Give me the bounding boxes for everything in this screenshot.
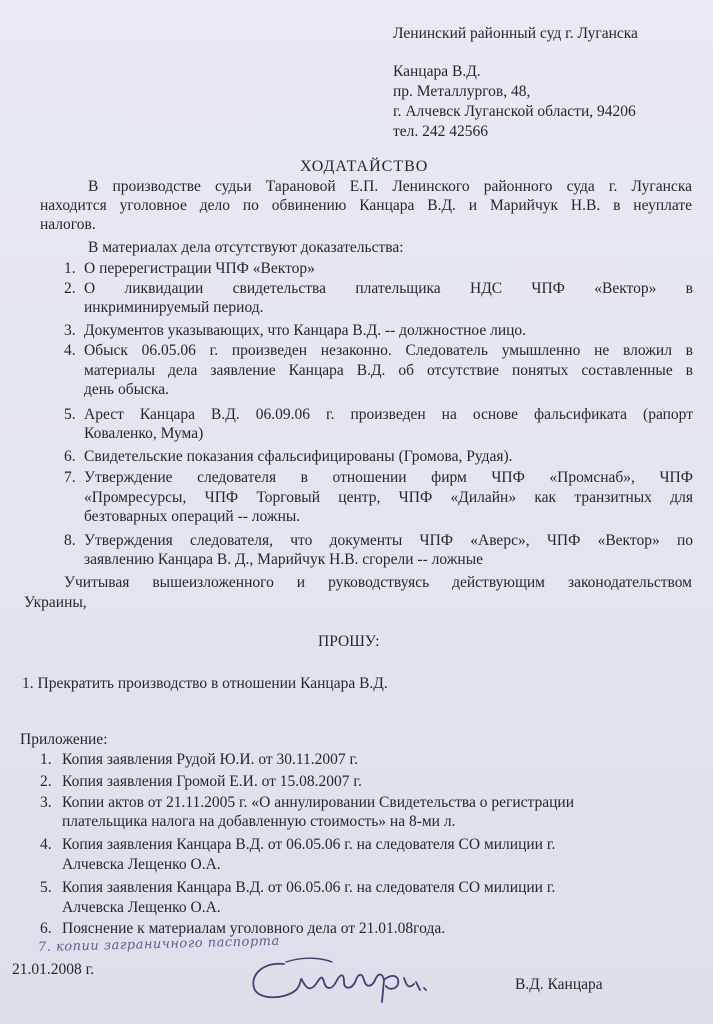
evidence-num: 1. bbox=[64, 260, 76, 277]
appendix-num: 5. bbox=[40, 879, 52, 896]
appendix-line: Алчевска Лещенко О.А. bbox=[62, 856, 221, 873]
evidence-line: заявлению Канцара В. Д., Марийчук Н.В. сгорели -- ложные bbox=[84, 551, 484, 568]
signature-stroke bbox=[253, 964, 426, 1002]
appendix-num: 1. bbox=[40, 751, 52, 768]
evidence-num: 7. bbox=[64, 469, 76, 486]
sender-street: пр. Металлургов, 48, bbox=[393, 83, 531, 100]
appendix-num: 4. bbox=[40, 836, 52, 853]
evidence-line: О перерегистрации ЧПФ «Вектор» bbox=[84, 260, 315, 277]
appendix-num: 3. bbox=[40, 794, 52, 811]
evidence-num: 8. bbox=[64, 532, 76, 549]
signature-image bbox=[244, 944, 444, 1014]
appendix-line: Копии актов от 21.11.2005 г. «О аннулировании Свидетельства о регистрации bbox=[62, 794, 574, 811]
intro-line-2: находится уголовное дело по обвинению Канцара В.Д. и Марийчук Н.В. в неуплате bbox=[40, 197, 692, 214]
document-date: 21.01.2008 г. bbox=[12, 961, 95, 978]
evidence-line: Арест Канцара В.Д. 06.09.06 г. произведен на основе фальсификата (рапорт bbox=[84, 406, 693, 423]
sender-phone: тел. 242 42566 bbox=[393, 123, 489, 140]
document-title: ХОДАТАЙСТВО bbox=[300, 158, 429, 175]
request-item: 1. Прекратить производство в отношении Канцара В.Д. bbox=[22, 675, 388, 692]
appendix-line: Алчевска Лещенко О.А. bbox=[62, 899, 221, 916]
intro-line-3: налогов. bbox=[40, 216, 96, 233]
sender-name: Канцара В.Д. bbox=[393, 63, 481, 80]
appendix-num: 6. bbox=[40, 920, 52, 937]
evidence-heading: В материалах дела отсутствуют доказательства: bbox=[88, 239, 404, 256]
court-name: Ленинский районный суд г. Луганска bbox=[393, 25, 638, 42]
evidence-num: 5. bbox=[64, 406, 76, 423]
evidence-line: «Промресурсы, ЧПФ Торговый центр, ЧПФ «Дилайн» как транзитных для bbox=[84, 489, 693, 506]
appendix-line: плательщика налога на добавленную стоимость» на 8-ми л. bbox=[62, 813, 456, 830]
evidence-line: материалы дела заявление Канцара В.Д. об отсутствие понятых составленные в bbox=[84, 362, 693, 379]
appendix-heading: Приложение: bbox=[20, 731, 108, 748]
appendix-line: Копия заявления Громой Е.И. от 15.08.2007 г. bbox=[62, 773, 362, 790]
evidence-num: 6. bbox=[64, 448, 76, 465]
considering-line-1: Учитывая вышеизложенного и руководствуясь действующим законодательством bbox=[64, 574, 692, 591]
intro-line-1: В производстве судьи Тарановой Е.П. Ленинского районного суда г. Луганска bbox=[88, 178, 692, 195]
appendix-line: Копия заявления Канцара В.Д. от 06.05.06 г. на следователя СО милиции г. bbox=[62, 836, 556, 853]
evidence-line: Утверждения следователя, что документы ЧПФ «Аверс», ЧПФ «Вектор» по bbox=[84, 532, 693, 549]
evidence-line: инкриминируемый период. bbox=[84, 299, 264, 316]
signature-stroke bbox=[286, 958, 332, 962]
signer-name: В.Д. Канцара bbox=[515, 976, 603, 993]
appendix-line: Копия заявления Рудой Ю.И. от 30.11.2007 г. bbox=[62, 751, 359, 768]
evidence-line: Свидетельские показания сфальсифицированы (Громова, Рудая). bbox=[84, 448, 513, 465]
evidence-line: Коваленко, Мума) bbox=[84, 425, 204, 442]
appendix-line: Пояснение к материалам уголовного дела от 21.01.08года. bbox=[62, 920, 446, 937]
sender-city: г. Алчевск Луганской области, 94206 bbox=[393, 103, 636, 120]
appendix-line: Копия заявления Канцара В.Д. от 06.05.06 г. на следователя СО милиции г. bbox=[62, 879, 556, 896]
evidence-line: Документов указывающих, что Канцара В.Д. -- должностное лицо. bbox=[84, 322, 527, 339]
evidence-num: 2. bbox=[64, 280, 76, 297]
request-heading: ПРОШУ: bbox=[318, 633, 380, 650]
evidence-num: 4. bbox=[64, 342, 76, 359]
evidence-line: Обыск 06.05.06 г. произведен незаконно. Следователь умышленно не вложил в bbox=[84, 342, 693, 359]
considering-line-2: Украины, bbox=[24, 594, 87, 611]
appendix-num: 2. bbox=[40, 773, 52, 790]
evidence-line: Утверждение следователя в отношении фирм ЧПФ «Промснаб», ЧПФ bbox=[84, 469, 693, 486]
evidence-line: О ликвидации свидетельства плательщика НДС ЧПФ «Вектор» в bbox=[84, 280, 693, 297]
evidence-line: день обыска. bbox=[84, 381, 169, 398]
evidence-num: 3. bbox=[64, 322, 76, 339]
evidence-line: безтоварных операций -- ложны. bbox=[84, 508, 301, 525]
handwritten-note: 7. копии заграничного паспорта bbox=[37, 933, 280, 956]
